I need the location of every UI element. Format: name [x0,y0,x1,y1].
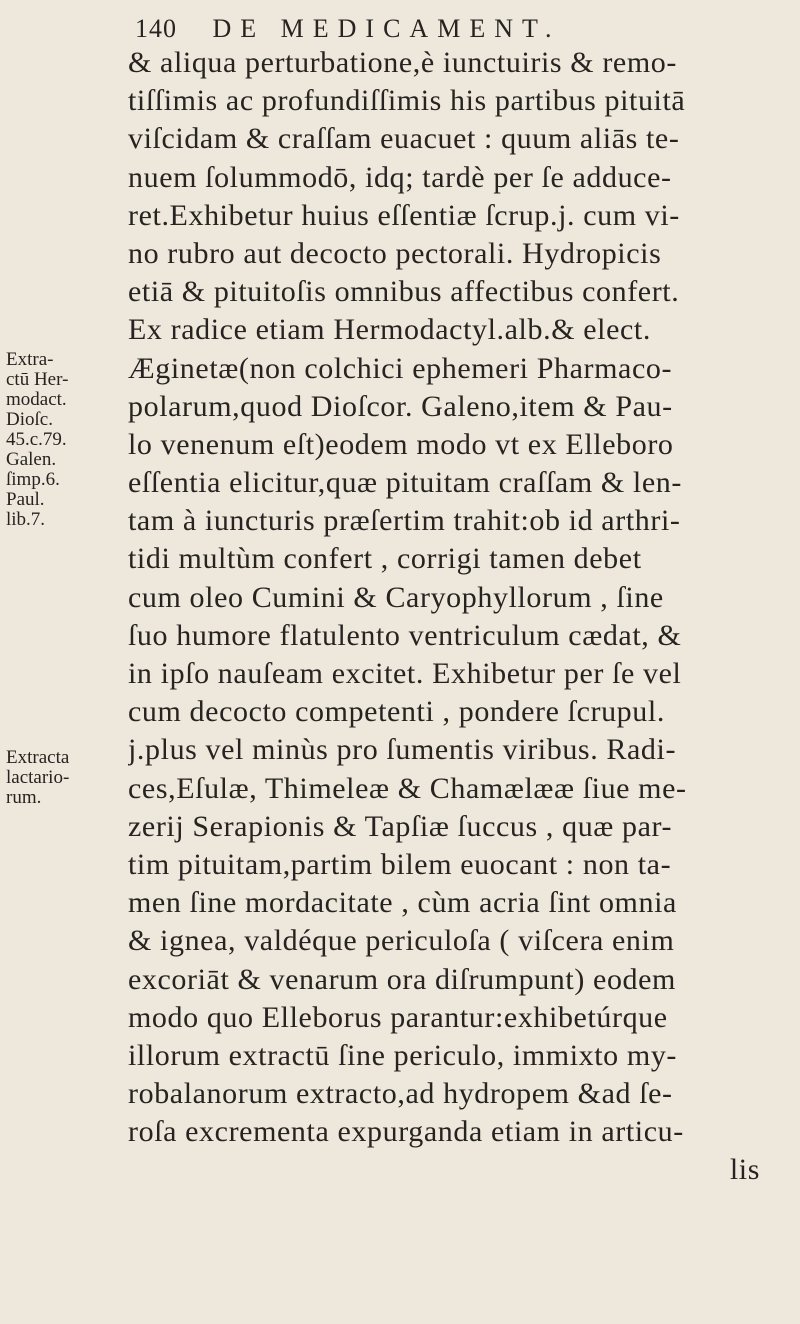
page-header [135,14,560,44]
text-line: ces,Eſulæ, Thimeleæ & Chamælææ ſiue me- [128,771,687,805]
text-line: illorum extractū ſine periculo, immixto my- [128,1038,678,1072]
text-line: nuem ſolummodō, idq; tardè per ſe adduce- [128,160,672,194]
text-line: tim pituitam,partim bilem euocant : non ta- [128,847,672,881]
text-line: polarum,quod Dioſcor. Galeno,item & Pau- [128,389,673,423]
margin-note-line: rum. [6,787,42,808]
page-number: 140 [135,14,177,43]
margin-note-line: modact. [6,389,67,410]
text-line: tam à iuncturis præſertim trahit:ob id arthri- [128,504,681,538]
margin-note-line: lactario- [6,767,70,788]
text-line: ret.Exhibetur huius eſſentiæ ſcrup.j. cum vi- [128,198,680,232]
text-line: modo quo Elleborus parantur:exhibetúrque [128,1000,668,1034]
text-line: in ipſo nauſeam excitet. Exhibetur per ſe vel [128,657,682,690]
text-line: zerij Serapionis & Tapſiæ ſuccus , quæ par- [128,809,673,843]
text-line: tiſſimis ac profundiſſimis his partibus pituitā [128,84,686,118]
running-head: DE MEDICAMENT. [212,14,561,43]
margin-note-line: Paul. [6,489,45,510]
margin-note-line: ctū Her- [6,369,69,390]
margin-note-extract-lactarium [6,748,124,808]
text-line: viſcidam & craſſam euacuet : quum aliās te- [128,122,680,156]
margin-note-line: ſimp.6. [6,469,60,490]
margin-note-line: Galen. [6,449,57,470]
margin-note-line: 45.c.79. [6,429,67,450]
margin-note-line: lib.7. [6,509,46,530]
margin-note-line: Extracta [6,747,70,768]
text-line: ſuo humore flatulento ventriculum cædat, & [128,618,682,652]
text-line: eſſentia elicitur,quæ pituitam craſſam & len- [128,466,682,500]
text-line: excoriāt & venarum ora diſrumpunt) eodem [128,962,676,996]
text-line: men ſine mordacitate , cùm acria ſint omnia [128,886,677,920]
text-line: tidi multùm confert , corrigi tamen debet [128,542,642,576]
text-line: lo venenum eſt)eodem modo vt ex Elleboro [128,427,674,461]
text-line: cum decocto competenti , pondere ſcrupul. [128,695,665,729]
text-line: roſa excrementa expurganda etiam in articu- [128,1115,684,1149]
text-line: etiā & pituitoſis omnibus affectibus confert. [128,275,680,309]
body-text [128,44,788,1190]
text-line: cum oleo Cumini & Caryophyllorum , ſine [128,580,664,614]
margin-note-line: Extra- [6,349,54,370]
text-line: robalanorum extracto,ad hydropem &ad ſe- [128,1077,673,1111]
text-line: Æginetæ(non colchici ephemeri Pharmaco- [128,351,673,385]
text-line: no rubro aut decocto pectorali. Hydropicis [128,236,662,270]
margin-note-extract-hermodactyl [6,350,124,530]
text-line: & aliqua perturbatione,è iunctuiris & remo- [128,46,677,79]
text-line-last: lis [729,1153,760,1187]
text-line: & ignea, valdéque periculoſa ( viſcera enim [128,924,675,958]
text-line: j.plus vel minùs pro ſumentis viribus. Radi- [128,733,677,767]
text-line: Ex radice etiam Hermodactyl.alb.& elect. [128,313,651,347]
margin-note-line: Dioſc. [6,409,53,430]
